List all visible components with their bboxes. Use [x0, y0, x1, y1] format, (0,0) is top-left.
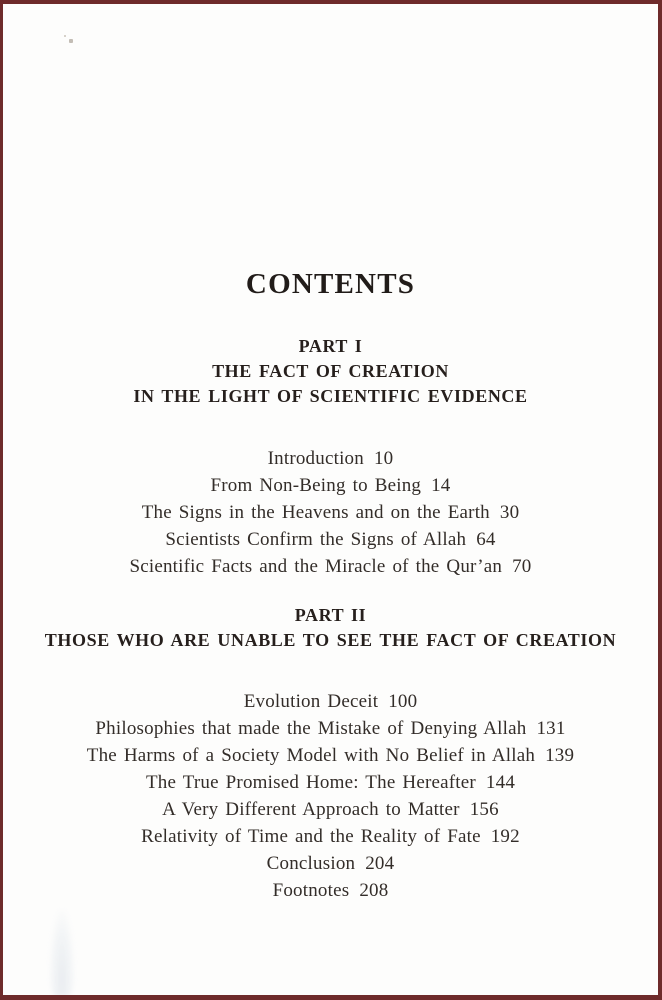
part2-heading-block — [3, 603, 658, 653]
scan-speck — [64, 35, 66, 37]
toc-entry — [3, 742, 658, 769]
toc-entry-title: The Harms of a Society Model with No Belief in Allah — [86, 745, 536, 766]
toc-entry-page: 131 — [536, 718, 566, 739]
toc-entry — [3, 715, 658, 742]
toc-entry-title: Conclusion — [266, 853, 356, 874]
toc-entry-title: Introduction — [267, 448, 364, 469]
toc-entry-title: Philosophies that made the Mistake of Denying Allah — [95, 718, 527, 739]
part1-subtitle-line2: IN THE LIGHT OF SCIENTIFIC EVIDENCE — [133, 386, 528, 406]
toc-entry-page: 14 — [431, 475, 451, 496]
toc-entry-title: Relativity of Time and the Reality of Fate — [141, 826, 481, 847]
toc-entry-title: The Signs in the Heavens and on the Earth — [141, 502, 490, 523]
part1-heading-block — [3, 334, 658, 409]
toc-entry-page: 204 — [365, 853, 395, 874]
toc-entry-title: The True Promised Home: The Hereafter — [145, 772, 476, 793]
part1-heading: PART I — [298, 336, 363, 356]
part1-entries — [3, 445, 658, 580]
toc-entry-title: Scientific Facts and the Miracle of the Qur’an — [129, 556, 503, 577]
toc-entry-page: 144 — [485, 772, 516, 793]
toc-entry-page: 100 — [388, 691, 418, 712]
toc-entry-page: 30 — [499, 502, 520, 523]
toc-entry — [3, 850, 658, 877]
toc-entry-page: 64 — [476, 529, 496, 550]
toc-entry — [3, 526, 658, 553]
toc-entry-page: 156 — [469, 799, 499, 820]
toc-entry-title: Scientists Confirm the Signs of Allah — [165, 529, 467, 550]
toc-entry — [3, 445, 658, 472]
part2-heading: PART II — [294, 605, 367, 625]
part2-subtitle-line1: THOSE WHO ARE UNABLE TO SEE THE FACT OF CREATION — [44, 630, 617, 650]
toc-entry — [3, 877, 658, 904]
part2-entries — [3, 688, 658, 904]
toc-entry-title: Evolution Deceit — [243, 691, 379, 712]
toc-entry-title: A Very Different Approach to Matter — [162, 799, 460, 820]
toc-entry-title: Footnotes — [272, 880, 350, 901]
scan-speck — [69, 39, 73, 43]
contents-title: CONTENTS — [245, 268, 416, 300]
toc-entry — [3, 472, 658, 499]
scan-smudge — [49, 909, 75, 997]
toc-entry — [3, 553, 658, 580]
toc-entry — [3, 823, 658, 850]
toc-entry — [3, 688, 658, 715]
toc-entry-page: 139 — [545, 745, 575, 766]
toc-entry-page: 70 — [512, 556, 532, 577]
toc-entry-title: From Non-Being to Being — [210, 475, 422, 496]
toc-entry-page: 10 — [373, 448, 394, 469]
toc-entry — [3, 499, 658, 526]
part1-subtitle-line1: THE FACT OF CREATION — [212, 361, 449, 381]
toc-entry-page: 192 — [490, 826, 520, 847]
toc-entry — [3, 769, 658, 796]
toc-entry-page: 208 — [359, 880, 389, 901]
toc-entry — [3, 796, 658, 823]
